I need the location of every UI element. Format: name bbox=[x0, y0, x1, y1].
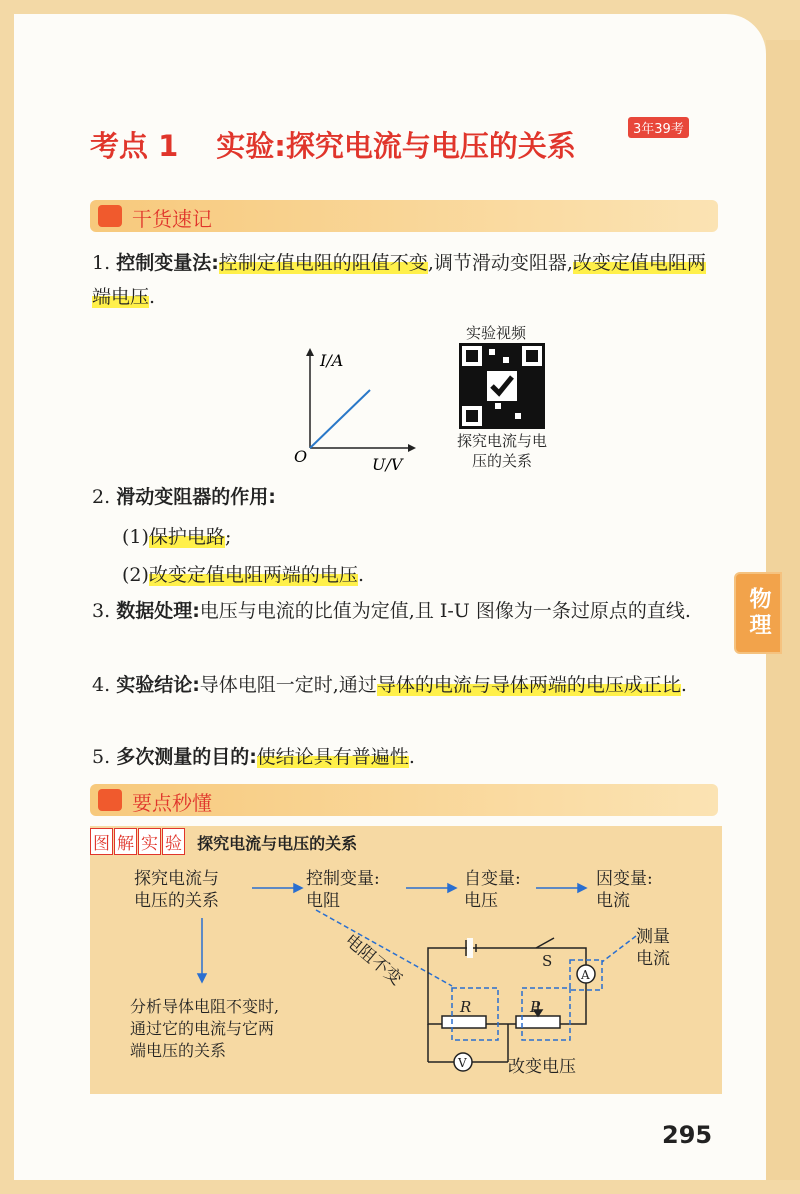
iu-graph bbox=[290, 344, 420, 474]
qr-caption: 实验视频 bbox=[466, 324, 527, 342]
page-number: 295 bbox=[662, 1121, 713, 1149]
list-item: 1. 控制变量法:控制定值电阻的阻值不变,调节滑动变阻器,改变定值电阻两端电压. bbox=[92, 252, 706, 308]
graph-line bbox=[310, 390, 370, 448]
switch-label: S bbox=[542, 952, 553, 970]
pointer-icon bbox=[98, 789, 122, 811]
book-icon bbox=[98, 205, 122, 227]
qr-description: 探究电流与电压的关系 bbox=[456, 432, 547, 470]
node-control: 控制变量: 电阻 bbox=[306, 869, 380, 911]
subject-tab[interactable]: 物理 bbox=[734, 572, 782, 654]
yaodian-bar bbox=[90, 784, 718, 816]
qr-code[interactable] bbox=[459, 343, 545, 429]
change-label: 改变电压 bbox=[508, 1057, 576, 1077]
circuit-diagram bbox=[90, 826, 722, 1094]
graph-xlabel: U/V bbox=[372, 455, 403, 474]
page-title bbox=[90, 124, 576, 165]
section-number: 考点 1 bbox=[90, 129, 179, 163]
voltmeter-label: V bbox=[458, 1056, 467, 1070]
graph-ylabel: I/A bbox=[320, 351, 344, 370]
diagram-header: 图 解 实 验 探究电流与电压的关系 bbox=[90, 828, 357, 855]
list-item: 4. 实验结论:导体电阻一定时,通过导体的电流与导体两端的电压成正比. bbox=[92, 674, 687, 696]
rheostat-label: P bbox=[530, 998, 541, 1016]
keep-label: 电阻不变 bbox=[340, 930, 406, 990]
frequency-badge: 3年39考 bbox=[628, 117, 689, 138]
analysis-text: 分析导体电阻不变时, 通过它的电流与它两 端电压的关系 bbox=[130, 997, 280, 1060]
yaodian-label: 要点秒懂 bbox=[132, 791, 212, 815]
list-item: 2. 滑动变阻器的作用: bbox=[92, 486, 276, 508]
list-subitem: (2)改变定值电阻两端的电压. bbox=[122, 564, 364, 586]
graph-origin: O bbox=[294, 447, 308, 466]
ganhuo-label: 干货速记 bbox=[132, 207, 212, 231]
section-title: 实验:探究电流与电压的关系 bbox=[216, 129, 576, 163]
resistor-label: R bbox=[460, 998, 472, 1016]
node-dependent: 因变量: 电流 bbox=[596, 869, 653, 911]
list-item: 3. 数据处理:电压与电流的比值为定值,且 I-U 图像为一条过原点的直线. bbox=[92, 600, 691, 622]
node-explore: 探究电流与 电压的关系 bbox=[134, 869, 219, 911]
ganhuo-bar bbox=[90, 200, 718, 232]
diagram-title: 探究电流与电压的关系 bbox=[197, 834, 358, 853]
ammeter-label: A bbox=[581, 968, 590, 982]
list-item: 5. 多次测量的目的:使结论具有普遍性. bbox=[92, 746, 415, 768]
measure-label: 测量 电流 bbox=[636, 927, 670, 969]
list-subitem: (1)保护电路; bbox=[122, 526, 232, 548]
experiment-diagram bbox=[90, 826, 722, 1094]
node-independent: 自变量: 电压 bbox=[464, 869, 521, 911]
